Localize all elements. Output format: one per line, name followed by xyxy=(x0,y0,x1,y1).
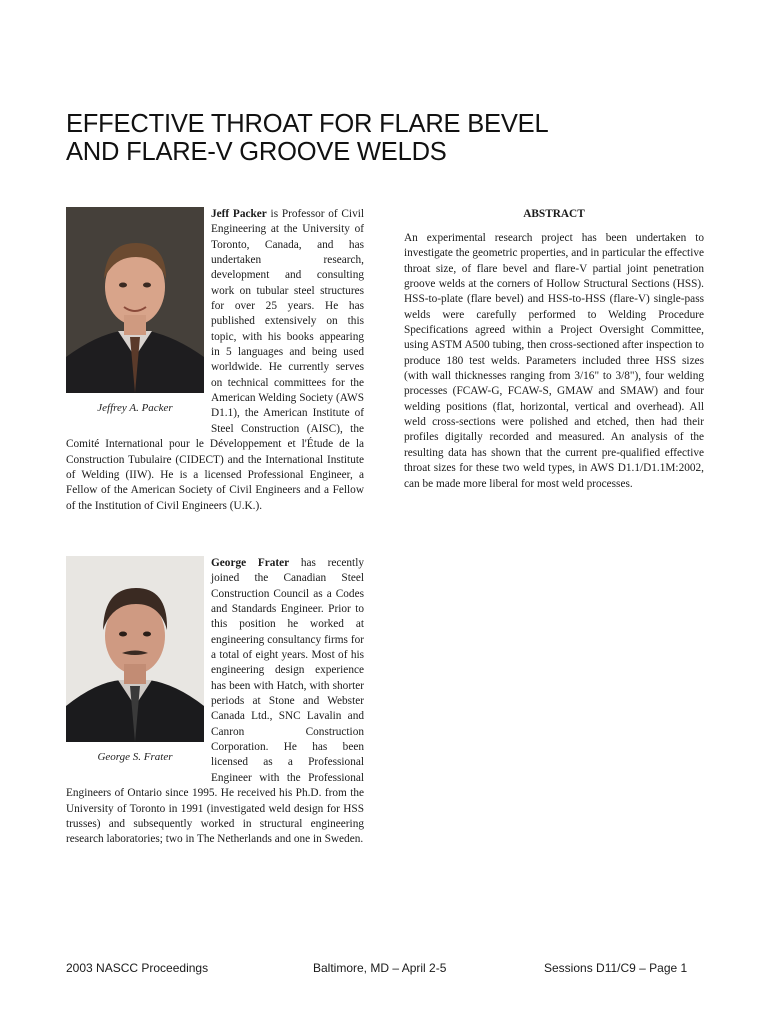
footer-page-number: Sessions D11/C9 – Page 1 xyxy=(544,961,688,975)
footer-proceedings: 2003 NASCC Proceedings xyxy=(66,961,209,975)
author-caption-frater: George S. Frater xyxy=(97,751,173,763)
author-bio-frater xyxy=(66,556,364,848)
author-bio-text-packer: is Professor of Civil Engineering at the University of Toronto, Canada, and has undertaken research, development and consulting work on tubular steel structures for over 25 years. He has published extensively on this topic, with his books appearing in 5 languages and being used worldwide. He currently serves on technical committees for the American Welding Society (AWS D1.1), the American Institute of Steel Construction (AISC), the Comité International pour le Développement et l'Étude de la Construction Tubulaire (CIDECT) and the International Institute of Welding (IIW). He is a licensed Professional Engineer, a Fellow of the American Society of Civil Engineers and a Fellow of the Institution of Civil Engineers (U.K.). xyxy=(66,208,365,512)
author-photo-block-packer xyxy=(66,207,204,421)
author-name-packer: Jeff Packer xyxy=(211,208,267,220)
author-caption-packer: Jeffrey A. Packer xyxy=(97,402,173,414)
author-bio-text-frater: has recently joined the Canadian Steel Construction Council as a Codes and Standards Engineer. Prior to this position he worked at engineering consultancy firms for a total of eight years. Most of his engineering design experience has been with Hatch, with shorter periods at Stone and Webster Canada Ltd., SNC Lavalin and Canron Construction Corporation. He has been licensed as a Professional Engineer with the Professional Engineers of Ontario since 1995. He received his Ph.D. from the University of Toronto in 1991 (investigated weld design for HSS trusses) and subsequently worked in structural engineering research laboratories; two in The Netherlands and one in Sweden. xyxy=(66,557,364,846)
paper-title-line-2: AND FLARE-V GROOVE WELDS xyxy=(66,138,447,166)
author-photo-frater xyxy=(66,556,204,742)
paper-title-line-1: EFFECTIVE THROAT FOR FLARE BEVEL xyxy=(66,110,549,138)
author-name-frater: George Frater xyxy=(211,557,290,569)
author-photo-block-frater xyxy=(66,556,204,770)
author-bio-packer xyxy=(66,207,364,514)
author-photo-packer xyxy=(66,207,204,393)
paper-title xyxy=(66,110,706,166)
abstract-heading: ABSTRACT xyxy=(523,208,585,220)
abstract-body: An experimental research project has been undertaken to investigate the geometric properties, and in particular the effective throat size, of flare bevel and flare-V partial joint penetration groove welds at the corners of Hollow Structural Sections (HSS). HSS-to-plate (flare bevel) and HSS-to-HSS (flare-V) single-pass welds were carefully performed to Welding Procedure Specifications agreed within a Project Oversight Committee, using ASTM A500 tubing, then cross-sectioned after inspection to produce 180 test welds. Parameters included three HSS sizes (with wall thicknesses ranging from 3/16" to 3/8"), four welding processes (FCAW-G, FCAW-S, GMAW and SMAW) and four welding positions (flat, horizontal, vertical and overhead). All weld cross-sections were polished and etched, then had their profiles digitally recorded and measured. An analysis of the resulting data has shown that the current pre-qualified effective throat sizes for these two weld types, in AWS D1.1/D1.1M:2002, can be made more liberal for most weld processes. xyxy=(404,232,704,490)
footer-location-date: Baltimore, MD – April 2-5 xyxy=(313,961,447,975)
